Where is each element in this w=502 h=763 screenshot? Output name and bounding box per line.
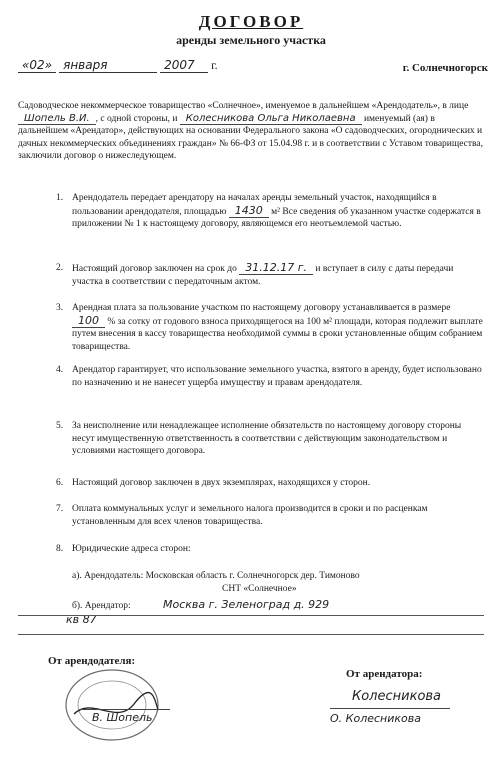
- date-month: января: [59, 58, 157, 73]
- contract-date: [18, 58, 218, 73]
- lessee-fullname: Колесникова Ольга Николаевна: [180, 113, 362, 125]
- lessee-signature: Колесникова: [352, 689, 442, 704]
- city: г. Солнечногорск: [402, 62, 488, 74]
- clause-text: Оплата коммунальных услуг и земельного налога производится в сроки и по расценкам установленным для всех членов товарищества.: [72, 504, 428, 527]
- lessor-signer-name: В. Шопель: [92, 711, 153, 724]
- clause-text: За неисполнение или ненадлежащее исполнение обязательств по настоящему договору стороны несут имущественную ответственность в соответствии с действующим законодательством и условиями настоящего договора.: [72, 421, 462, 456]
- lessee-address: [66, 598, 472, 628]
- divider: [18, 615, 484, 616]
- clause-fill: 100: [72, 314, 105, 328]
- clause-text: и вступает в силу с даты передачи участка в соответствии с передаточным актом.: [72, 264, 454, 287]
- lessee-signature-heading: От арендатора:: [346, 668, 423, 680]
- clause-text: Настоящий договор заключен на срок до: [72, 264, 237, 274]
- lessor-address-line: СНТ «Солнечное»: [222, 584, 297, 594]
- seal-stamp-icon: [62, 666, 162, 744]
- date-day: «02»: [18, 58, 56, 73]
- lessor-address: [72, 570, 472, 596]
- intro-text-1: Садоводческое некоммерческое товарищество «Солнечное», именуемое в дальнейшем «Арендодатель», в лице: [18, 101, 469, 111]
- signature-line: [80, 709, 170, 710]
- date-suffix: г.: [211, 58, 218, 72]
- clause-text: Арендатор гарантирует, что использование земельного участка, взятого в аренду, будет использовано по назначению и не нанесет ущерба имуществу и правам арендодателя.: [72, 365, 482, 388]
- clause-number: 7.: [56, 504, 64, 514]
- date-year: 2007: [160, 58, 208, 73]
- clause-text: Юридические адреса сторон:: [72, 544, 191, 554]
- intro-text-4: именуемый (ая) в дальнейшем «Арендатор», действующих на основании Федерального закона «О садоводческих, огороднических и дачных некоммерческих объединениях граждан» № 66-ФЗ от 15.04.98 г. и в соответствии с Уставом товарищества, заключили договор о нижеследующем.: [18, 113, 483, 161]
- lessee-signer-name: О. Колесникова: [330, 712, 421, 725]
- document-subtitle: аренды земельного участка: [176, 33, 326, 47]
- clause-number: 2.: [56, 263, 64, 273]
- divider: [18, 634, 484, 635]
- lessee-address-line: кв 87: [66, 613, 97, 626]
- clause-fill: 1430: [229, 204, 269, 218]
- lessor-address-line: Московская область г. Солнечногорск дер. Тимоново: [145, 571, 360, 581]
- clause-number: 4.: [56, 365, 64, 375]
- document-title: ДОГОВОР: [198, 12, 304, 31]
- lessor-signature-heading: От арендодателя:: [48, 655, 136, 667]
- intro-text-3: и: [172, 113, 178, 124]
- clause-text: Настоящий договор заключен в двух экземплярах, находящихся у сторон.: [72, 478, 371, 488]
- clause-text: Арендодатель передает арендатору на началах аренды земельный участок, находящийся в пользовании арендодателя, площадью: [72, 193, 437, 217]
- clause-number: 5.: [56, 421, 64, 431]
- clause-number: 3.: [56, 303, 64, 313]
- lessee-address-line: Москва г. Зеленоград д. 929: [163, 598, 330, 611]
- lessor-address-label: а). Арендодатель:: [72, 571, 144, 581]
- clause-number: 6.: [56, 478, 64, 488]
- clause-text: м² Все сведения об указанном участке содержатся в приложении № 1 к настоящему договору, являющемся его неотъемлемой частью.: [72, 206, 481, 229]
- clause-text: Арендная плата за пользование участком по настоящему договору устанавливается в размере: [72, 303, 451, 313]
- clause-fill: 31.12.17 г.: [239, 261, 313, 275]
- clause-number: 8.: [56, 544, 64, 554]
- clause-text: % за сотку от годового взноса приходящегося на 100 м² площади, которая подлежит выплате путем внесения в кассу товарищества необходимой суммы в сроки установленные общим собранием товарищества.: [72, 316, 483, 352]
- intro-paragraph: [18, 100, 486, 163]
- intro-text-2: , с одной стороны,: [95, 113, 170, 124]
- signature-line: [330, 708, 450, 709]
- clause-number: 1.: [56, 193, 64, 203]
- lessor-representative: Шопель В.И.: [18, 113, 96, 125]
- lessee-address-label: б). Арендатор:: [72, 601, 131, 611]
